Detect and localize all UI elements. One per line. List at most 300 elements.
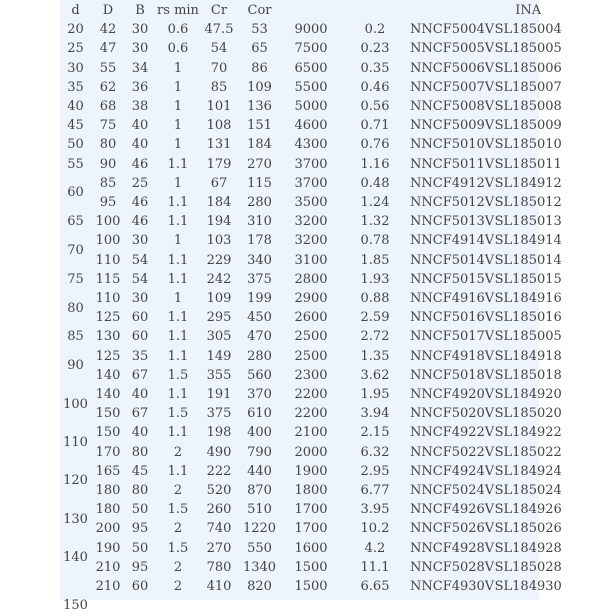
- cell-ina-designation: SL184928: [494, 540, 562, 556]
- cell-cr: 179: [206, 156, 232, 172]
- header-speed: [282, 1, 340, 20]
- table-body: [60, 20, 562, 615]
- cell-cr: 242: [206, 271, 232, 287]
- cell-cor: 280: [247, 348, 272, 364]
- cell-nncf-designation: NNCF5007V: [410, 79, 495, 95]
- cell-cr: 270: [206, 540, 232, 556]
- cell-speed: 4300: [294, 137, 328, 153]
- cell-rs-min: 1.5: [167, 540, 189, 556]
- cell-ina-designation: SL184914: [494, 233, 562, 249]
- cell-nncf-designation: NNCF4914V: [410, 233, 495, 249]
- cell-rs-min: 1.1: [167, 271, 189, 287]
- cell-width: 80: [131, 444, 149, 460]
- cell-rs-min: 1.1: [167, 463, 189, 479]
- cell-width: 67: [131, 367, 149, 383]
- cell-cr: 54: [210, 41, 228, 57]
- cell-cr: 149: [206, 348, 232, 364]
- cell-cor: 65: [251, 41, 268, 57]
- cell-outer-diameter: 68: [99, 99, 117, 115]
- cell-ina-designation: SL185013: [494, 214, 562, 230]
- cell-mass: 1.95: [360, 387, 390, 403]
- cell-width: 30: [131, 233, 149, 249]
- cell-bore-d: 60: [67, 185, 84, 201]
- cell-mass: 3.95: [360, 502, 390, 518]
- cell-cor: 470: [247, 329, 272, 345]
- table-row: [60, 78, 562, 97]
- cell-width: 40: [131, 137, 149, 153]
- cell-speed: 2100: [294, 425, 328, 441]
- cell-speed: 2600: [294, 310, 328, 326]
- cell-rs-min: 1: [173, 79, 183, 95]
- table-row: [60, 270, 562, 289]
- cell-mass: 2.95: [360, 463, 390, 479]
- cell-outer-diameter: 165: [95, 463, 121, 479]
- table-row: [60, 59, 562, 78]
- cell-rs-min: 0.6: [167, 41, 189, 57]
- cell-outer-diameter: 180: [95, 502, 121, 518]
- cell-speed: 2200: [294, 387, 328, 403]
- cell-cr: 70: [210, 60, 228, 76]
- cell-ina-designation: SL185022: [494, 444, 562, 460]
- cell-ina-designation: SL184916: [494, 291, 562, 307]
- cell-outer-diameter: 150: [95, 425, 121, 441]
- cell-outer-diameter: 115: [95, 271, 121, 287]
- cell-cor: 1220: [242, 521, 277, 537]
- cell-outer-diameter: 95: [99, 195, 117, 211]
- empty-cell: [91, 596, 125, 615]
- cell-rs-min: 2: [173, 444, 183, 460]
- cell-bore-d: 130: [63, 511, 88, 527]
- table-row: [60, 462, 562, 481]
- cell-rs-min: 1.5: [167, 367, 189, 383]
- table-header-row: [60, 1, 562, 20]
- cell-outer-diameter: 100: [95, 233, 121, 249]
- cell-outer-diameter: 80: [99, 137, 117, 153]
- cell-ina-designation: SL185004: [494, 22, 562, 38]
- cell-rs-min: 1.1: [167, 329, 189, 345]
- cell-mass: 4.2: [364, 540, 386, 556]
- cell-ina-designation: SL185006: [494, 60, 562, 76]
- cell-cr: 131: [206, 137, 232, 153]
- cell-outer-diameter: 47: [99, 41, 117, 57]
- table-row: [60, 481, 562, 500]
- cell-width: 45: [131, 463, 149, 479]
- cell-mass: 2.59: [360, 310, 390, 326]
- cell-rs-min: 1: [173, 291, 183, 307]
- cell-width: 36: [131, 79, 149, 95]
- cell-nncf-designation: NNCF4922V: [410, 425, 495, 441]
- cell-nncf-designation: NNCF5011V: [410, 156, 495, 172]
- table-row: [60, 500, 562, 519]
- cell-cor: 151: [247, 118, 272, 134]
- cell-cor: 870: [247, 483, 272, 499]
- cell-mass: 0.56: [360, 99, 390, 115]
- cell-width: 35: [131, 348, 149, 364]
- cell-cor: 86: [251, 60, 268, 76]
- cell-speed: 3200: [294, 233, 328, 249]
- cell-speed: 5500: [294, 79, 328, 95]
- cell-speed: 1900: [294, 463, 328, 479]
- cell-speed: 1700: [294, 521, 328, 537]
- cell-speed: 3700: [294, 156, 328, 172]
- header-designation: [410, 1, 494, 20]
- cell-cor: 550: [247, 540, 272, 556]
- cell-cor: 510: [247, 502, 272, 518]
- cell-rs-min: 1.1: [167, 214, 189, 230]
- cell-nncf-designation: NNCF4912V: [410, 175, 495, 191]
- cell-ina-designation: SL185008: [494, 99, 562, 115]
- cell-cr: 229: [206, 252, 232, 268]
- cell-nncf-designation: NNCF5026V: [410, 521, 495, 537]
- cell-width: 40: [131, 425, 149, 441]
- cell-cor: 199: [247, 291, 272, 307]
- cell-outer-diameter: 110: [95, 252, 121, 268]
- table-row: [60, 212, 562, 231]
- cell-width: 30: [131, 41, 149, 57]
- cell-outer-diameter: 125: [95, 348, 121, 364]
- empty-cell: [237, 596, 282, 615]
- cell-bore-d: 140: [63, 550, 88, 566]
- cell-cr: 295: [206, 310, 232, 326]
- cell-cr: 375: [206, 406, 232, 422]
- cell-speed: 7500: [294, 41, 328, 57]
- cell-speed: 4600: [294, 118, 328, 134]
- cell-speed: 9000: [294, 22, 328, 38]
- cell-cr: 410: [206, 579, 232, 595]
- cell-cr: 222: [206, 463, 232, 479]
- cell-bore-d: 65: [67, 214, 84, 230]
- header-ina: INA: [515, 3, 542, 18]
- cell-width: 95: [131, 559, 149, 575]
- cell-outer-diameter: 140: [95, 367, 121, 383]
- table-row: [60, 385, 562, 404]
- cell-width: 40: [131, 387, 149, 403]
- cell-ina-designation: SL185015: [494, 271, 562, 287]
- cell-speed: 1500: [294, 579, 328, 595]
- cell-mass: 1.24: [360, 195, 390, 211]
- cell-width: 46: [131, 156, 149, 172]
- cell-width: 80: [131, 483, 149, 499]
- cell-speed: 1600: [294, 540, 328, 556]
- cell-mass: 0.23: [360, 41, 390, 57]
- table-row: [60, 251, 562, 270]
- cell-ina-designation: SL185020: [494, 406, 562, 422]
- table-row: [60, 308, 562, 327]
- cell-mass: 0.71: [360, 118, 390, 134]
- cell-cor: 53: [251, 22, 268, 38]
- empty-cell: [494, 596, 562, 615]
- cell-nncf-designation: NNCF5028V: [410, 559, 495, 575]
- cell-ina-designation: SL185010: [494, 137, 562, 153]
- cell-ina-designation: SL185024: [494, 483, 562, 499]
- cell-mass: 1.85: [360, 252, 390, 268]
- cell-outer-diameter: 180: [95, 483, 121, 499]
- cell-ina-designation: SL185012: [494, 195, 562, 211]
- cell-mass: 0.76: [360, 137, 390, 153]
- cell-rs-min: 0.6: [167, 22, 189, 38]
- cell-speed: 3100: [294, 252, 328, 268]
- cell-bore-d: 35: [67, 79, 84, 95]
- cell-rs-min: 1.1: [167, 348, 189, 364]
- cell-ina-designation: SL185028: [494, 559, 562, 575]
- cell-speed: 2500: [294, 329, 328, 345]
- cell-ina-designation: SL185014: [494, 252, 562, 268]
- cell-nncf-designation: NNCF5016V: [410, 310, 495, 326]
- header-mass: [340, 1, 410, 20]
- cell-bore-d: 90: [67, 358, 84, 374]
- table-row: [60, 404, 562, 423]
- cell-rs-min: 1.1: [167, 310, 189, 326]
- cell-cor: 400: [247, 425, 272, 441]
- cell-cor: 820: [247, 579, 272, 595]
- table-row: [60, 289, 562, 308]
- cell-mass: 0.88: [360, 291, 390, 307]
- cell-cor: 610: [247, 406, 272, 422]
- cell-bore-d: 40: [67, 99, 84, 115]
- cell-nncf-designation: NNCF5018V: [410, 367, 495, 383]
- cell-ina-designation: SL184930: [494, 579, 562, 595]
- cell-cr: 260: [206, 502, 232, 518]
- cell-mass: 3.62: [360, 367, 390, 383]
- cell-cr: 740: [206, 521, 232, 537]
- cell-width: 30: [131, 22, 149, 38]
- cell-nncf-designation: NNCF5006V: [410, 60, 495, 76]
- cell-width: 50: [131, 540, 149, 556]
- cell-mass: 10.2: [360, 521, 390, 537]
- cell-cr: 67: [210, 175, 228, 191]
- cell-width: 30: [131, 291, 149, 307]
- cell-cr: 109: [206, 291, 232, 307]
- cell-mass: 1.16: [360, 156, 390, 172]
- cell-mass: 0.2: [364, 22, 386, 38]
- cell-rs-min: 1.1: [167, 252, 189, 268]
- table-row: [60, 116, 562, 135]
- table-row: [60, 347, 562, 366]
- cell-nncf-designation: NNCF5010V: [410, 137, 495, 153]
- cell-outer-diameter: 90: [99, 156, 117, 172]
- table-row: [60, 577, 562, 596]
- cell-speed: 2900: [294, 291, 328, 307]
- cell-rs-min: 1: [173, 175, 183, 191]
- cell-rs-min: 1.5: [167, 406, 189, 422]
- cell-speed: 6500: [294, 60, 328, 76]
- cell-speed: 1700: [294, 502, 328, 518]
- cell-rs-min: 2: [173, 579, 183, 595]
- cell-rs-min: 1.1: [167, 387, 189, 403]
- cell-mass: 6.32: [360, 444, 390, 460]
- cell-bore-d: 20: [67, 22, 84, 38]
- cell-rs-min: 1: [173, 118, 183, 134]
- cell-rs-min: 2: [173, 559, 183, 575]
- empty-cell: [410, 596, 494, 615]
- cell-speed: 1800: [294, 483, 328, 499]
- cell-width: 38: [131, 99, 149, 115]
- header-cr: Cr: [210, 3, 228, 18]
- cell-rs-min: 1.1: [167, 195, 189, 211]
- empty-cell: [201, 596, 237, 615]
- cell-outer-diameter: 140: [95, 387, 121, 403]
- cell-speed: 2000: [294, 444, 328, 460]
- table-row: [60, 20, 562, 39]
- cell-outer-diameter: 55: [99, 60, 117, 76]
- cell-rs-min: 1.1: [167, 425, 189, 441]
- cell-speed: 2800: [294, 271, 328, 287]
- cell-nncf-designation: NNCF4926V: [410, 502, 495, 518]
- cell-outer-diameter: 130: [95, 329, 121, 345]
- cell-bore-d: 55: [67, 156, 84, 172]
- cell-rs-min: 1: [173, 99, 183, 115]
- cell-bore-d: 25: [67, 41, 84, 57]
- cell-cor: 270: [247, 156, 272, 172]
- cell-nncf-designation: NNCF5020V: [410, 406, 495, 422]
- cell-nncf-designation: NNCF5012V: [410, 195, 495, 211]
- cell-outer-diameter: 200: [95, 521, 121, 537]
- empty-cell: [125, 596, 155, 615]
- cell-outer-diameter: 85: [99, 175, 117, 191]
- bearing-spec-table: [60, 1, 562, 615]
- table-row: [60, 39, 562, 58]
- cell-mass: 0.35: [360, 60, 390, 76]
- table-row: [60, 155, 562, 174]
- cell-ina-designation: SL184912: [494, 175, 562, 191]
- empty-cell: [155, 596, 201, 615]
- cell-outer-diameter: 210: [95, 579, 121, 595]
- cell-nncf-designation: NNCF5014V: [410, 252, 495, 268]
- table-row: [60, 174, 562, 193]
- cell-width: 95: [131, 521, 149, 537]
- cell-rs-min: 1: [173, 60, 183, 76]
- cell-mass: 1.93: [360, 271, 390, 287]
- cell-cor: 560: [247, 367, 272, 383]
- cell-outer-diameter: 62: [99, 79, 117, 95]
- cell-nncf-designation: NNCF5013V: [410, 214, 495, 230]
- cell-cor: 1340: [242, 559, 277, 575]
- cell-bore-d: 100: [63, 396, 88, 412]
- cell-ina-designation: SL184924: [494, 463, 562, 479]
- cell-mass: 2.72: [360, 329, 390, 345]
- cell-speed: 3700: [294, 175, 328, 191]
- cell-nncf-designation: NNCF4928V: [410, 540, 495, 556]
- cell-mass: 6.77: [360, 483, 390, 499]
- cell-bore-d: 30: [67, 60, 84, 76]
- cell-bore-d: 150: [63, 598, 88, 614]
- cell-mass: 0.46: [360, 79, 390, 95]
- table-row: [60, 558, 562, 577]
- cell-outer-diameter: 210: [95, 559, 121, 575]
- cell-cor: 310: [247, 214, 272, 230]
- cell-nncf-designation: NNCF5022V: [410, 444, 495, 460]
- table-row: [60, 423, 562, 442]
- cell-width: 60: [131, 579, 149, 595]
- cell-speed: 3200: [294, 214, 328, 230]
- cell-outer-diameter: 170: [95, 444, 121, 460]
- cell-cr: 490: [206, 444, 232, 460]
- table-row: [60, 193, 562, 212]
- cell-width: 50: [131, 502, 149, 518]
- table-row: [60, 97, 562, 116]
- cell-width: 25: [131, 175, 149, 191]
- cell-ina-designation: SL184926: [494, 502, 562, 518]
- cell-mass: 1.32: [360, 214, 390, 230]
- cell-bore-d: 70: [67, 243, 84, 259]
- cell-nncf-designation: NNCF4918V: [410, 348, 495, 364]
- cell-nncf-designation: NNCF4920V: [410, 387, 495, 403]
- cell-cor: 440: [247, 463, 272, 479]
- cell-mass: 6.65: [360, 579, 390, 595]
- cell-cr: 103: [206, 233, 232, 249]
- cell-cr: 191: [206, 387, 232, 403]
- cell-outer-diameter: 42: [99, 22, 117, 38]
- table-row: [60, 443, 562, 462]
- cell-cr: 85: [210, 79, 228, 95]
- cell-nncf-designation: NNCF5017V: [410, 329, 495, 345]
- cell-ina-designation: SL185009: [494, 118, 562, 134]
- cell-width: 40: [131, 118, 149, 134]
- cell-cr: 47.5: [204, 22, 234, 38]
- cell-width: 60: [131, 329, 149, 345]
- cell-ina-designation: SL184920: [494, 387, 562, 403]
- cell-ina-designation: SL184918: [494, 348, 562, 364]
- cell-nncf-designation: NNCF5015V: [410, 271, 495, 287]
- cell-mass: 3.94: [360, 406, 390, 422]
- cell-cor: 370: [247, 387, 272, 403]
- empty-cell: [282, 596, 340, 615]
- cell-mass: 11.1: [360, 559, 390, 575]
- cell-rs-min: 2: [173, 483, 183, 499]
- cell-cr: 101: [206, 99, 232, 115]
- cell-nncf-designation: NNCF5004V: [410, 22, 495, 38]
- table-row: [60, 135, 562, 154]
- cell-outer-diameter: 150: [95, 406, 121, 422]
- cell-nncf-designation: NNCF5005V: [410, 41, 495, 57]
- table-filler-row: [60, 596, 562, 615]
- cell-outer-diameter: 100: [95, 214, 121, 230]
- cell-width: 46: [131, 214, 149, 230]
- cell-outer-diameter: 125: [95, 310, 121, 326]
- cell-width: 60: [131, 310, 149, 326]
- cell-outer-diameter: 190: [95, 540, 121, 556]
- cell-width: 46: [131, 195, 149, 211]
- cell-nncf-designation: NNCF5008V: [410, 99, 495, 115]
- cell-mass: 1.35: [360, 348, 390, 364]
- cell-bore-d: 85: [67, 329, 84, 345]
- cell-rs-min: 1.5: [167, 502, 189, 518]
- cell-speed: 5000: [294, 99, 328, 115]
- cell-ina-designation: SL185005: [494, 329, 562, 345]
- header-cor: Cor: [247, 3, 272, 18]
- header-rs-min: rs min: [157, 3, 199, 18]
- cell-mass: 0.78: [360, 233, 390, 249]
- cell-speed: 3500: [294, 195, 328, 211]
- cell-rs-min: 1: [173, 137, 183, 153]
- header-d: d: [71, 3, 80, 18]
- cell-cor: 109: [247, 79, 272, 95]
- cell-ina-designation: SL185011: [494, 156, 562, 172]
- cell-bore-d: 50: [67, 137, 84, 153]
- cell-cor: 184: [247, 137, 272, 153]
- table-row: [60, 366, 562, 385]
- cell-cr: 184: [206, 195, 232, 211]
- cell-cr: 194: [206, 214, 232, 230]
- table-row: [60, 231, 562, 250]
- cell-cr: 305: [206, 329, 232, 345]
- header-D: D: [102, 3, 114, 18]
- cell-ina-designation: SL185007: [494, 79, 562, 95]
- cell-bore-d: 80: [67, 300, 84, 316]
- cell-ina-designation: SL185018: [494, 367, 562, 383]
- cell-cr: 780: [206, 559, 232, 575]
- cell-rs-min: 1.1: [167, 156, 189, 172]
